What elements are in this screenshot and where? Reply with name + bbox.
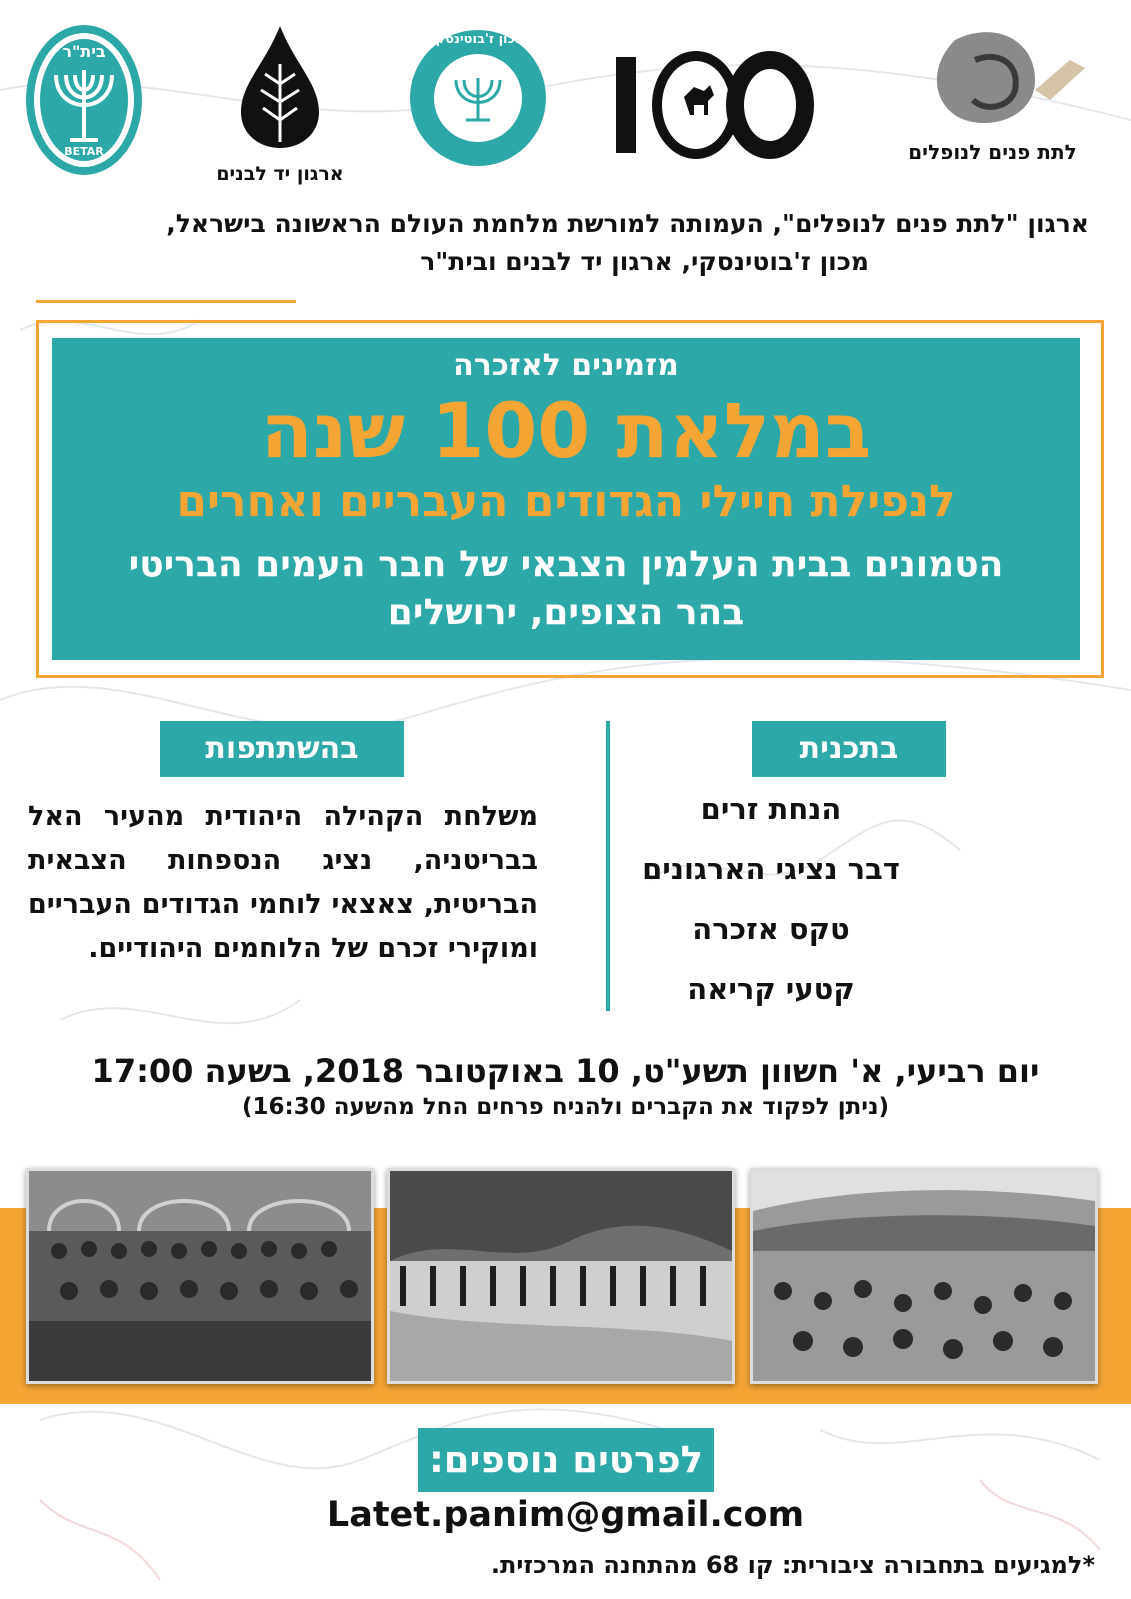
contact-email[interactable]: Latet.panim@gmail.com [326,1495,805,1535]
jabotinsky-institute-logo [408,28,548,168]
yad-labanim-label: ארגון יד לבנים [216,163,344,185]
centenary-100-logo [610,35,820,175]
banner-location: בהר הצופים, ירושלים [387,592,745,633]
betar-logo-text: בית"ר [62,42,106,61]
organizers-line-1: ארגון "לתת פנים לנופלים", העמותה למורשת מלחמת העולם הראשונה בישראל, [166,209,1089,238]
banner-invite: מזמינים לאזכרה [453,348,679,383]
organizers-text [29,205,1089,281]
column-divider [606,721,610,1011]
program-item-2: דבר נציגי הארגונים [642,852,900,886]
participation-heading: בהשתתפות [160,721,404,777]
yad-labanim-logo [200,20,360,185]
program-item-3: טקס אזכרה [692,912,850,946]
jabotinsky-logo-text: מכון ז'בוטינסקי [431,32,525,47]
banner-subtitle: לנפילת חיילי הגדודים העבריים ואחרים [176,476,956,527]
event-date: יום רביעי, א' חשוון תשע"ט, 10 באוקטובר 2018, בשעה 17:00 [91,1052,1040,1090]
betar-logo-latin: BETAR [64,145,104,158]
historic-camp-photo [750,1168,1098,1384]
betar-logo [22,20,146,180]
latet-panim-label: לתת פנים לנופלים [908,140,1077,164]
program-heading: בתכנית [752,721,946,777]
latet-panim-logo [885,20,1100,170]
program-item-1: הנחת זרים [700,792,842,826]
program-item-4: קטעי קריאה [687,972,855,1006]
more-info-heading: לפרטים נוספים: [418,1428,714,1492]
participation-text: משלחת הקהילה היהודית מהעיר האל בבריטניה, נציג הנספחות הצבאית הבריטית, צאצאי לוחמי הגדודים העבריים ומוקירי זכרם של הלוחמים היהודיים. [28,801,538,964]
event-note: (ניתן לפקוד את הקברים ולהניח פרחים החל מהשעה 16:30) [241,1094,890,1120]
organizers-line-2: מכון ז'בוטינסקי, ארגון יד לבנים ובית"ר [420,247,869,276]
historic-parade-photo [387,1168,735,1384]
banner-cemetery: הטמונים בבית העלמין הצבאי של חבר העמים הבריטי [128,544,1004,585]
public-transport-note: *למגיעים בתחבורה ציבורית: קו 68 מהתחנה המרכזית. [490,1551,1095,1579]
banner-title: במלאת 100 שנה [260,386,872,475]
accent-line-top [36,300,296,303]
memorial-banner [52,338,1080,660]
historic-group-photo [26,1168,374,1384]
